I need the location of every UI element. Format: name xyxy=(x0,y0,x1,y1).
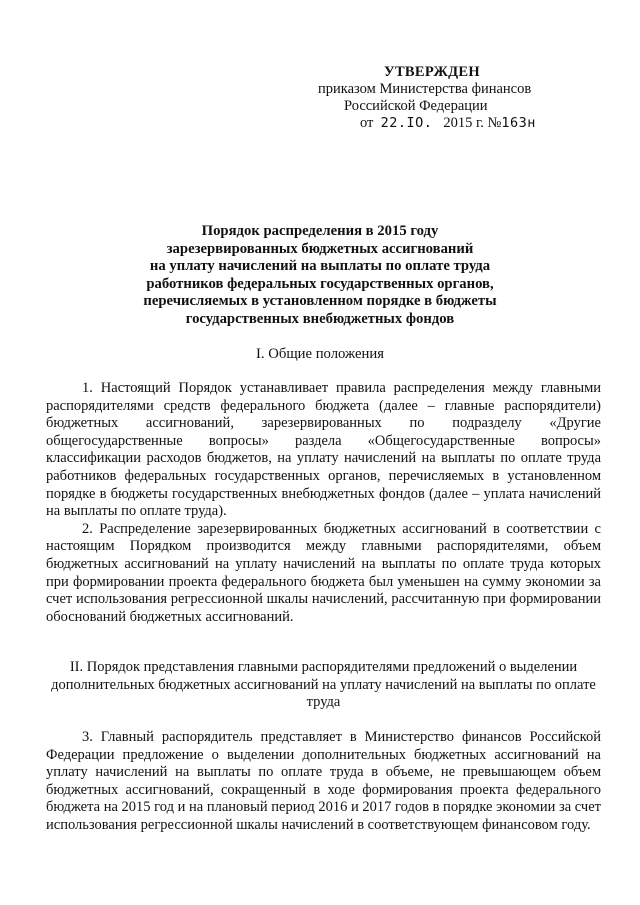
section2-body xyxy=(46,729,601,835)
approval-country-line: Российской Федерации xyxy=(344,98,488,114)
approval-year: 2015 г. № xyxy=(443,115,502,131)
paragraph-3: 3. Главный распорядитель представляет в Министерство финансов Российской Федерации предложение о выделении дополнительных бюджетных ассигнований на уплату начислений на выплаты по оплате труда в объеме, не превышающем объем бюджетных ассигнований, сокращенный в ходе формирования проекта федерального бюджета на 2015 год и на плановый период 2016 и 2017 годов в порядке экономии за счет использования регрессионной шкалы начислений в соответствующем финансовом году. xyxy=(46,729,601,833)
title-line: государственных внебюджетных фондов xyxy=(185,310,455,327)
title-line: Порядок распределения в 2015 году xyxy=(201,223,439,239)
approval-date-handwritten: 22.IO. xyxy=(380,115,433,131)
approval-date-prefix: от xyxy=(360,115,374,131)
section1-heading: I. Общие положения xyxy=(256,346,384,362)
title-line: зарезервированных бюджетных ассигнований xyxy=(166,240,474,257)
approval-number-handwritten: 163н xyxy=(501,115,536,131)
section1-body xyxy=(46,380,601,626)
document-title xyxy=(40,223,600,329)
section2-heading: II. Порядок представления главными распорядителями предложений о выделении дополнительных бюджетных ассигнований на уплату начислений на выплаты по оплате труда xyxy=(51,659,596,711)
approval-stamp xyxy=(318,64,618,132)
title-line: перечисляемых в установленном порядке в бюджеты xyxy=(143,293,497,310)
title-line: работников федеральных государственных органов, xyxy=(146,275,494,292)
paragraph-1: 1. Настоящий Порядок устанавливает правила распределения между главными распорядителями средств федерального бюджета (далее – главные распорядители) бюджетных ассигнований, зарезервированных по подразделу «Другие общегосударственные вопросы» раздела «Общегосударственные вопросы» классификации расходов бюджетов, на уплату начислений на выплаты по оплате труда работников федеральных государственных органов, перечисляемых в установленном порядке в бюджеты государственных внебюджетных фондов (далее – уплата начислений на выплаты по оплате труда). xyxy=(46,380,601,520)
approval-date-line xyxy=(318,115,618,132)
paragraph-2: 2. Распределение зарезервированных бюджетных ассигнований в соответствии с настоящим Порядком производится между главными распорядителями, объем бюджетных ассигнований на уплату начислений на выплаты по оплате труда которых при формировании проекта федерального бюджета был уменьшен на сумму экономии за счет использования регрессионной шкалы начислений, рассчитанную при формировании обоснований бюджетных ассигнований. xyxy=(46,520,601,625)
approval-title: УТВЕРЖДЕН xyxy=(384,64,480,80)
approval-order-line: приказом Министерства финансов xyxy=(318,81,532,97)
title-line: на уплату начислений на выплаты по оплате труда xyxy=(149,258,491,275)
